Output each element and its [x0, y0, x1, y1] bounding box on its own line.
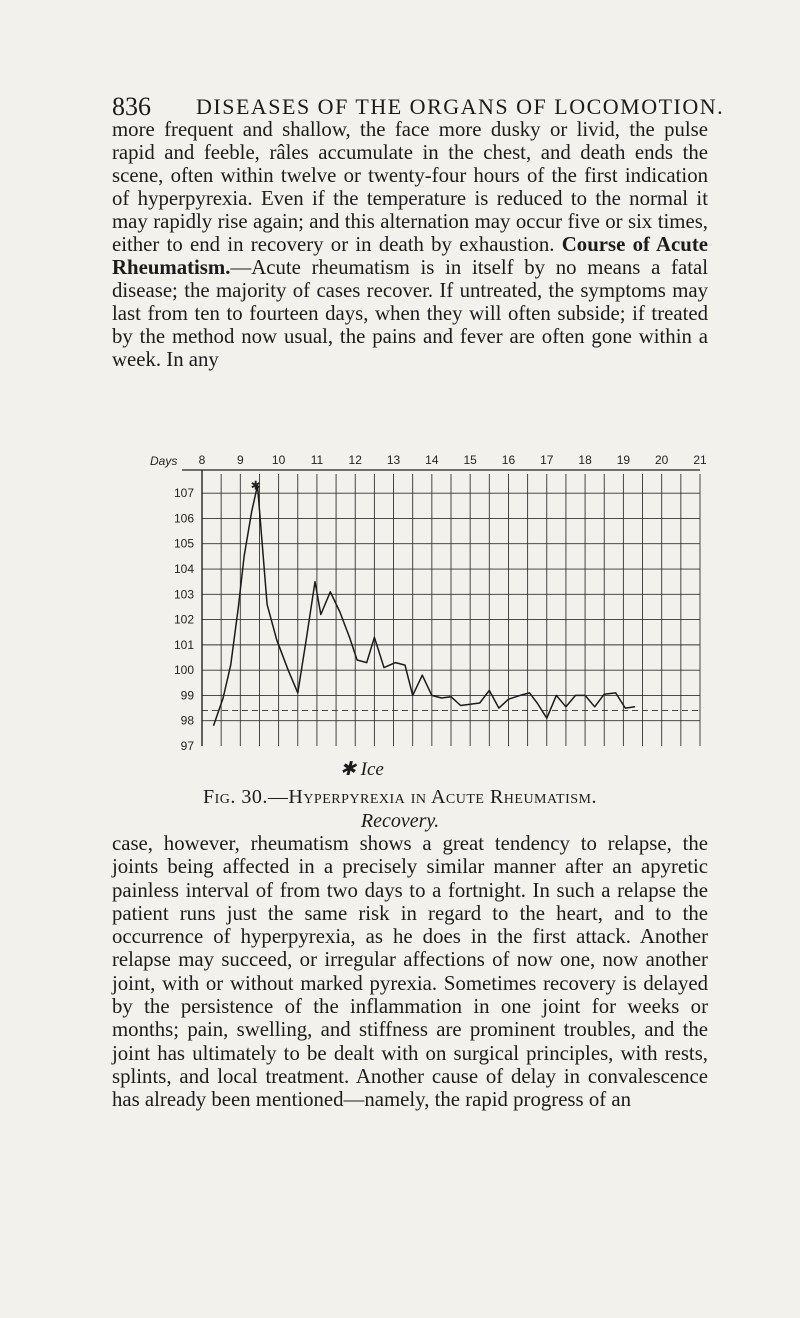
para2-text: —Acute rheumatism is in itself by no means a fatal disease; the majority of cases recover. If untreated, the symptoms may last from ten to fourteen days, when they will often subside; if treated by the method now usual, the pains and fever are often gone within a week. In any: [112, 256, 708, 371]
y-tick-label-100: 100: [173, 663, 194, 678]
ice-marker: ✱: [250, 478, 261, 493]
figure-title: —Hyperpyrexia in Acute Rheumatism.: [267, 786, 598, 808]
y-tick-label-104: 104: [173, 562, 194, 577]
y-tick-label-105: 105: [173, 536, 194, 551]
x-tick-label-13: 13: [386, 453, 401, 467]
x-tick-label-14: 14: [425, 453, 439, 467]
x-tick-label-21: 21: [693, 453, 707, 467]
y-tick-label-102: 102: [173, 612, 194, 627]
x-tick-label-11: 11: [310, 453, 324, 467]
y-tick-label-107: 107: [173, 486, 194, 501]
y-tick-label-97: 97: [180, 739, 194, 752]
x-tick-label-20: 20: [655, 453, 669, 467]
figure-subtitle: Recovery.: [360, 810, 440, 832]
x-tick-label-10: 10: [271, 453, 286, 467]
x-tick-label-16: 16: [501, 453, 516, 467]
page-number: 836: [112, 92, 151, 121]
y-tick-label-101: 101: [173, 637, 194, 652]
x-tick-label-17: 17: [540, 453, 554, 467]
chart-grid: [202, 474, 700, 746]
x-tick-label-8: 8: [198, 453, 206, 467]
x-tick-label-9: 9: [236, 453, 244, 467]
x-axis-title: Days: [150, 454, 178, 468]
x-tick-label-15: 15: [463, 453, 477, 467]
y-tick-label-98: 98: [180, 713, 194, 728]
x-tick-label-12: 12: [348, 453, 362, 467]
x-tick-label-19: 19: [616, 453, 631, 467]
y-tick-label-99: 99: [180, 688, 194, 703]
figure-label: Fig. 30.: [202, 786, 268, 808]
temperature-chart: [140, 452, 720, 752]
body-paragraph-1: [112, 118, 708, 371]
body-paragraph-3: case, however, rheumatism shows a great tendency to relapse, the joints being affected in a precisely similar manner after an apyretic painless interval of from two days to a fortnight. In such a relapse the patient runs just the same risk in regard to the heart, and to the occurrence of hyperpyrexia, as he does in the first attack. Another relapse may succeed, or irregular affections of now one, now another joint, with or without marked pyrexia. Sometimes recovery is delayed by the persistence of the inflammation in one joint for weeks or months; pain, swelling, and stiffness are prominent troubles, and the joint has ultimately to be dealt with on surgical principles, with rests, splints, and local treatment. Another cause of delay in convalescence has already been mentioned—namely, the rapid progress of an: [112, 832, 708, 1112]
para1-text: more frequent and shallow, the face more dusky or livid, the pulse rapid and feeble, râles accumulate in the chest, and death ends the scene, often within twelve or twenty-four hours of the first indication of hyperpyrexia. Even if the temperature is reduced to the normal it may rapidly rise again; and this alternation may occur five or six times, either to end in recovery or in death by exhaustion.: [112, 118, 708, 256]
running-head: DISEASES OF THE ORGANS OF LOCOMOTION.: [196, 94, 725, 119]
temperature-series-line: [214, 486, 635, 726]
y-tick-label-103: 103: [173, 587, 194, 602]
section-heading-course: Course of Acute Rheumatism.: [112, 233, 709, 279]
y-tick-label-106: 106: [173, 511, 194, 526]
figure-caption: [0, 786, 800, 809]
x-tick-label-18: 18: [578, 453, 592, 467]
figure-note-ice: ✱ Ice: [340, 759, 384, 780]
